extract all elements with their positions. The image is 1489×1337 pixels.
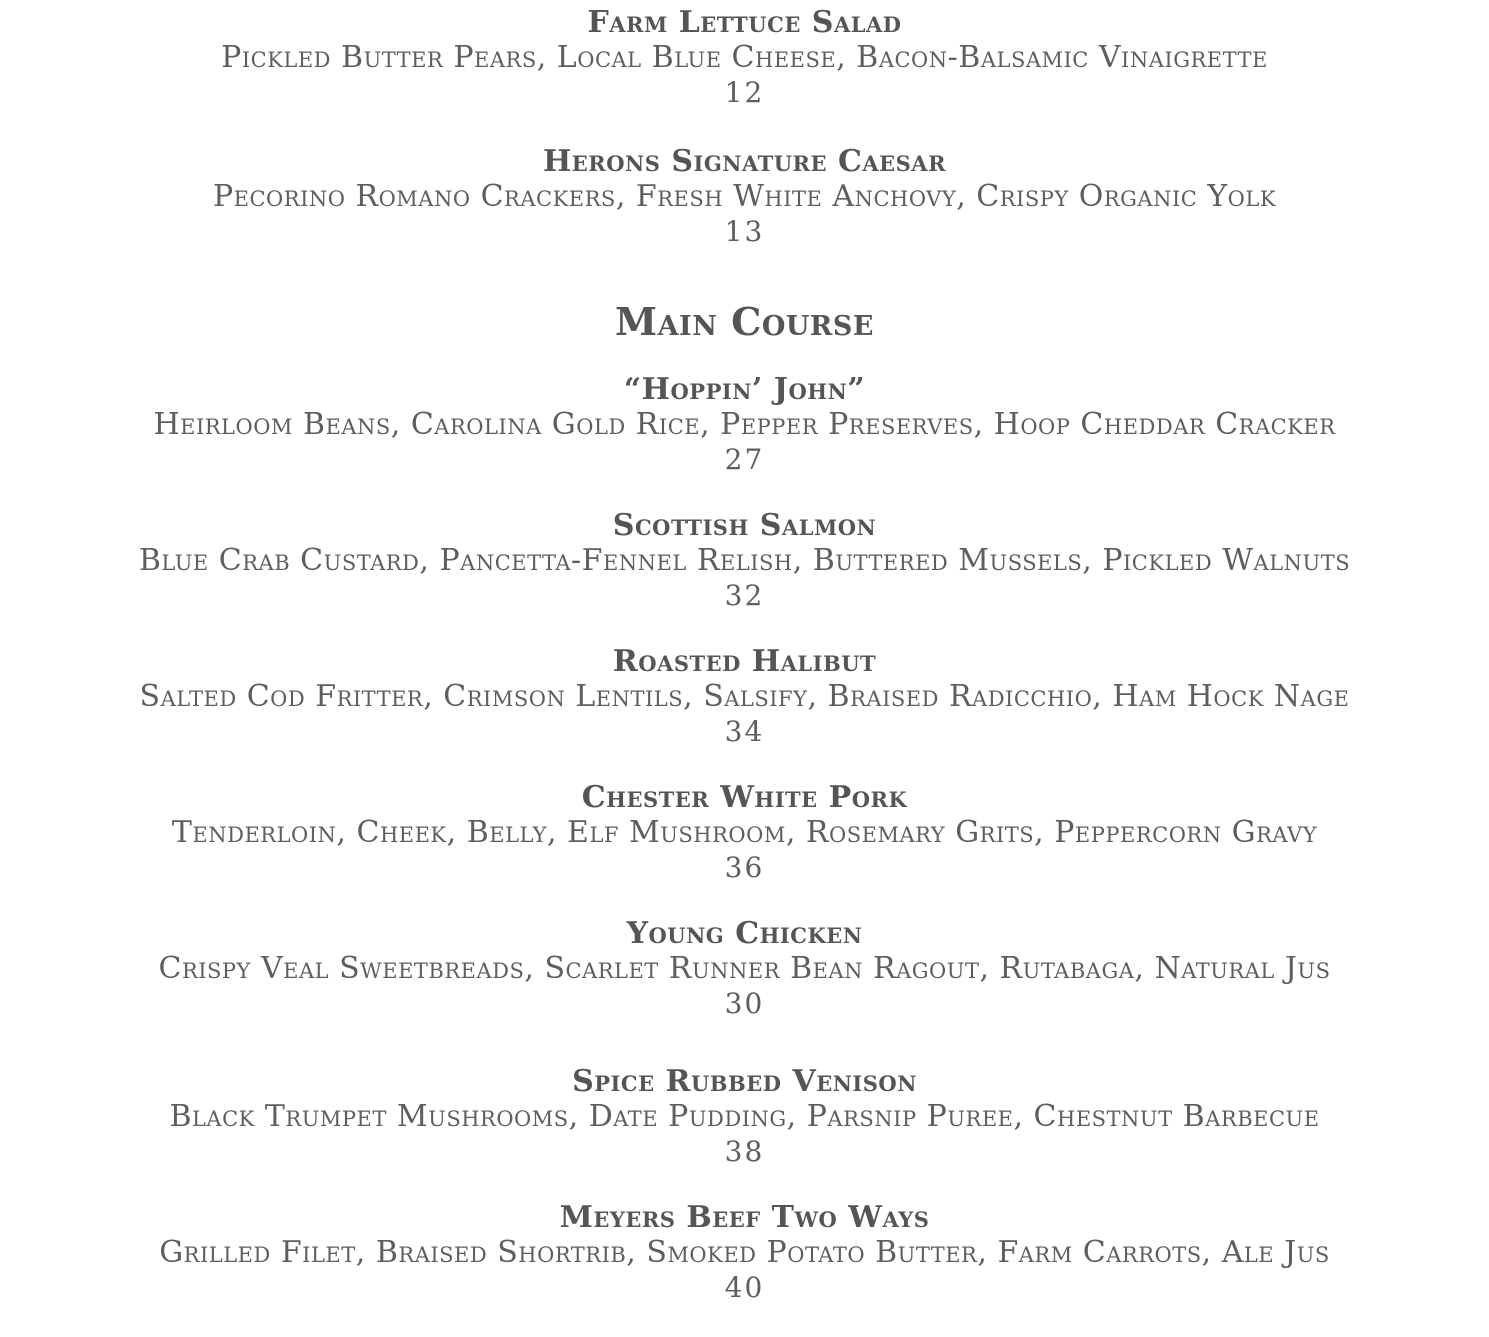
item-description: Grilled Filet, Braised Shortrib, Smoked Potato Butter, Farm Carrots, Ale Jus (159, 1235, 1330, 1270)
item-description: Heirloom Beans, Carolina Gold Rice, Pepper Preserves, Hoop Cheddar Cracker (153, 407, 1336, 442)
item-description: Crispy Veal Sweetbreads, Scarlet Runner Bean Ragout, Rutabaga, Natural Jus (158, 951, 1331, 986)
item-name: Farm Lettuce Salad (587, 5, 902, 40)
item-name: Spice Rubbed Venison (572, 1064, 917, 1099)
menu-item-chester-white-pork (0, 781, 1489, 885)
item-price: 40 (724, 1271, 765, 1304)
menu-item-farm-lettuce-salad (0, 6, 1489, 110)
item-name: “Hoppin’ John” (623, 372, 866, 407)
menu-item-meyers-beef-two-ways (0, 1201, 1489, 1305)
item-price: 34 (724, 715, 765, 748)
item-description: Salted Cod Fritter, Crimson Lentils, Salsify, Braised Radicchio, Ham Hock Nage (139, 679, 1350, 714)
item-price: 30 (724, 987, 765, 1020)
item-name: Roasted Halibut (612, 644, 877, 679)
item-price: 13 (724, 215, 765, 248)
menu-item-hoppin-john (0, 373, 1489, 477)
item-name: Herons Signature Caesar (542, 144, 947, 179)
menu-item-spice-rubbed-venison (0, 1065, 1489, 1169)
item-price: 32 (724, 579, 765, 612)
item-description: Pickled Butter Pears, Local Blue Cheese, Bacon-Balsamic Vinaigrette (221, 40, 1268, 75)
item-name: Meyers Beef Two Ways (559, 1200, 930, 1235)
item-price: 12 (724, 76, 765, 109)
menu-item-scottish-salmon (0, 509, 1489, 613)
item-price: 36 (724, 851, 765, 884)
item-description: Tenderloin, Cheek, Belly, Elf Mushroom, Rosemary Grits, Peppercorn Gravy (171, 815, 1318, 850)
section-title-main-course: Main Course (615, 299, 874, 344)
menu-item-young-chicken (0, 917, 1489, 1021)
item-description: Pecorino Romano Crackers, Fresh White Anchovy, Crispy Organic Yolk (212, 179, 1277, 214)
menu-item-roasted-halibut (0, 645, 1489, 749)
item-name: Scottish Salmon (612, 508, 877, 543)
item-description: Blue Crab Custard, Pancetta-Fennel Relish, Buttered Mussels, Pickled Walnuts (138, 543, 1351, 578)
menu-item-herons-signature-caesar (0, 145, 1489, 249)
item-name: Young Chicken (626, 916, 863, 951)
item-description: Black Trumpet Mushrooms, Date Pudding, Parsnip Puree, Chestnut Barbecue (169, 1099, 1320, 1134)
item-name: Chester White Pork (581, 780, 908, 815)
item-price: 38 (724, 1135, 765, 1168)
item-price: 27 (724, 443, 765, 476)
